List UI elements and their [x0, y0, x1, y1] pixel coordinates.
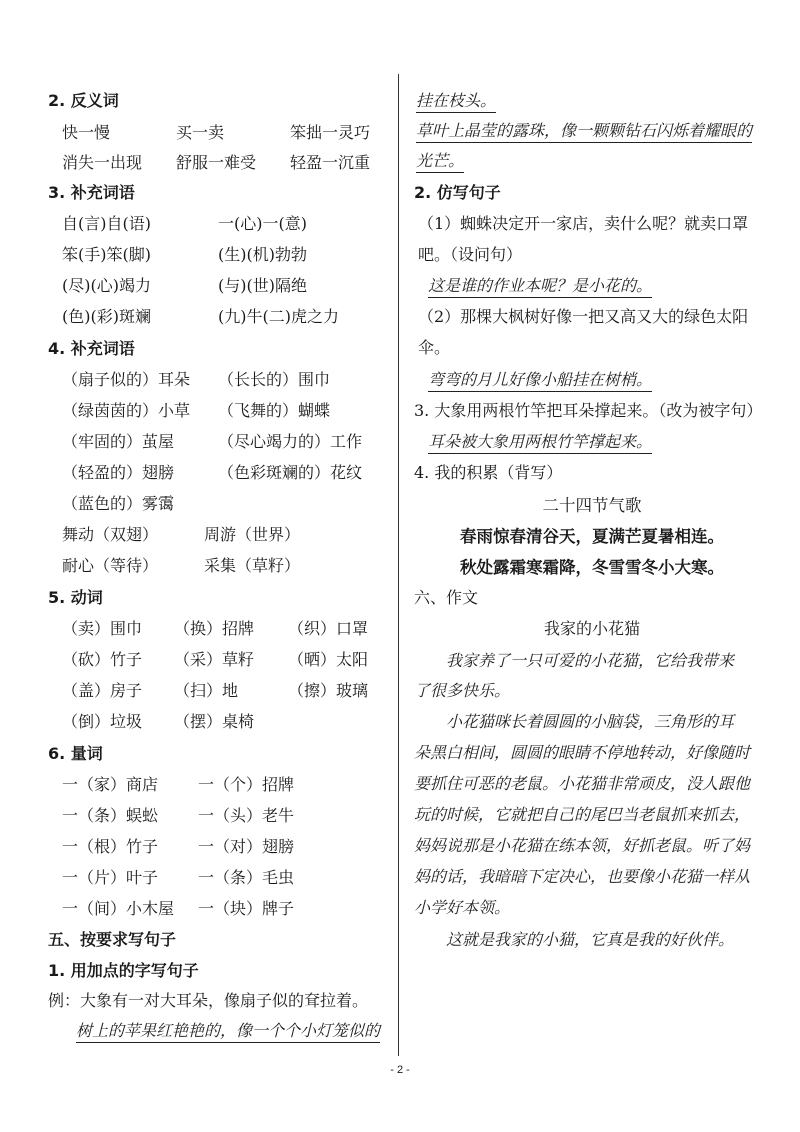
antonym-item: 笨拙一灵巧 [290, 123, 371, 142]
phrase-item: （轻盈的）翅膀 [62, 463, 175, 482]
answer-sentence: 这是谁的作业本呢？是小花的。 [428, 273, 652, 298]
phrase-item: （绿茵茵的）小草 [62, 401, 191, 420]
phrase-item: （牢固的）茧屋 [62, 432, 175, 451]
section-antonyms-heading: 2. 反义词 [48, 91, 119, 110]
section-phrases-heading: 4. 补充词语 [48, 339, 135, 358]
phrase-item: 采集（草籽） [204, 556, 301, 575]
subsection-dotted-words-heading: 1. 用加点的字写句子 [48, 961, 199, 980]
measure-word-item: 一（条）毛虫 [198, 868, 295, 887]
measure-word-item: 一（根）竹子 [62, 837, 159, 856]
measure-word-item: 一（片）叶子 [62, 868, 159, 887]
example-sentence: 例：大象有一对大耳朵，像扇子似的耷拉着。 [48, 991, 369, 1010]
verb-item: （晒）太阳 [288, 650, 369, 669]
phrase-item: 耐心（等待） [62, 556, 159, 575]
answer-sentence-continued: 挂在枝头。 [416, 88, 496, 113]
essay-line: 小学好本领。 [414, 898, 511, 917]
essay-line: 妈的话，我暗暗下定决心，也要像小花猫一样从 [414, 867, 751, 886]
verb-item: （盖）房子 [62, 681, 143, 700]
phrase-item: （蓝色的）雾霭 [62, 494, 175, 513]
fill-word-item: 笨(手)笨(脚) [62, 245, 151, 264]
verb-item: （采）草籽 [174, 650, 255, 669]
phrase-item: （飞舞的）蝴蝶 [218, 401, 331, 420]
phrase-item: 周游（世界） [204, 525, 301, 544]
fill-word-item: 自(言)自(语) [62, 214, 151, 233]
poem-line: 秋处露霜寒霜降，冬雪雪冬小大寒。 [460, 558, 724, 577]
section-measure-words-heading: 6. 量词 [48, 744, 103, 763]
measure-word-item: 一（个）招牌 [198, 775, 295, 794]
essay-line: 了很多快乐。 [414, 681, 511, 700]
fill-word-item: 一(心)一(意) [218, 214, 307, 233]
antonym-item: 快一慢 [62, 123, 111, 142]
question-text: （2）那棵大枫树好像一把又高又大的绿色太阳 [418, 307, 749, 326]
column-divider [398, 74, 399, 1056]
poem-line: 春雨惊春清谷天，夏满芒夏暑相连。 [460, 527, 724, 546]
fill-word-item: (九)牛(二)虎之力 [218, 307, 339, 326]
essay-title: 我家的小花猫 [543, 619, 640, 638]
page-number: - 2 - [390, 1064, 410, 1076]
essay-line: 这就是我家的小猫，它真是我的好伙伴。 [446, 930, 735, 949]
measure-word-item: 一（头）老牛 [198, 806, 295, 825]
question-text: 伞。 [418, 338, 451, 357]
essay-line: 小花猫咪长着圆圆的小脑袋，三角形的耳 [446, 712, 735, 731]
antonym-item: 消失一出现 [62, 153, 143, 172]
measure-word-item: 一（条）蜈蚣 [62, 806, 159, 825]
section-fill-words-heading: 3. 补充词语 [48, 183, 135, 202]
measure-word-item: 一（块）牌子 [198, 899, 295, 918]
phrase-item: （长长的）围巾 [218, 370, 331, 389]
measure-word-item: 一（间）小木屋 [62, 899, 175, 918]
essay-line: 我家养了一只可爱的小花猫，它给我带来 [446, 651, 735, 670]
section-verbs-heading: 5. 动词 [48, 588, 103, 607]
subsection-imitate-heading: 2. 仿写句子 [414, 183, 501, 202]
verb-item: （倒）垃圾 [62, 712, 143, 731]
verb-item: （卖）围巾 [62, 619, 143, 638]
verb-item: （摆）桌椅 [174, 712, 255, 731]
essay-line: 朵黑白相间，圆圆的眼睛不停地转动，好像随时 [414, 743, 751, 762]
measure-word-item: 一（对）翅膀 [198, 837, 295, 856]
essay-line: 妈妈说那是小花猫在练本领，好抓老鼠。听了妈 [414, 836, 751, 855]
verb-item: （换）招牌 [174, 619, 255, 638]
measure-word-item: 一（家）商店 [62, 775, 159, 794]
question-text: 4. 我的积累（背写） [414, 463, 563, 482]
question-text: 3. 大象用两根竹竿把耳朵撑起来。（改为被字句） [414, 401, 763, 420]
phrase-item: （尽心竭力的）工作 [218, 432, 363, 451]
essay-line: 玩的时候，它就把自己的尾巴当老鼠抓来抓去， [414, 805, 751, 824]
antonym-item: 舒服一难受 [176, 153, 257, 172]
answer-sentence: 弯弯的月儿好像小船挂在树梢。 [428, 367, 652, 392]
answer-sentence: 草叶上晶莹的露珠，像一颗颗钻石闪烁着耀眼的 [416, 118, 752, 143]
verb-item: （扫）地 [174, 681, 239, 700]
answer-sentence: 树上的苹果红艳艳的，像一个个小灯笼似的 [76, 1018, 380, 1043]
phrase-item: （色彩斑斓的）花纹 [218, 463, 363, 482]
antonym-item: 轻盈一沉重 [290, 153, 371, 172]
poem-title: 二十四节气歌 [542, 496, 642, 515]
fill-word-item: (尽)(心)竭力 [62, 276, 151, 295]
antonym-item: 买一卖 [176, 123, 225, 142]
question-text: 吧。（设问句） [418, 245, 523, 264]
section-write-sentences-heading: 五、按要求写句子 [48, 930, 177, 949]
answer-sentence: 光芒。 [416, 148, 464, 173]
fill-word-item: (色)(彩)斑斓 [62, 307, 151, 326]
verb-item: （擦）玻璃 [288, 681, 369, 700]
essay-line: 要抓住可恶的老鼠。小花猫非常顽皮，没人跟他 [414, 774, 751, 793]
verb-item: （织）口罩 [288, 619, 369, 638]
fill-word-item: (与)(世)隔绝 [218, 276, 307, 295]
section-composition-heading: 六、作文 [414, 588, 479, 607]
verb-item: （砍）竹子 [62, 650, 143, 669]
phrase-item: 舞动（双翅） [62, 525, 159, 544]
phrase-item: （扇子似的）耳朵 [62, 370, 191, 389]
answer-sentence: 耳朵被大象用两根竹竿撑起来。 [428, 429, 652, 454]
fill-word-item: (生)(机)勃勃 [218, 245, 307, 264]
question-text: （1）蜘蛛决定开一家店，卖什么呢？就卖口罩 [418, 214, 749, 233]
